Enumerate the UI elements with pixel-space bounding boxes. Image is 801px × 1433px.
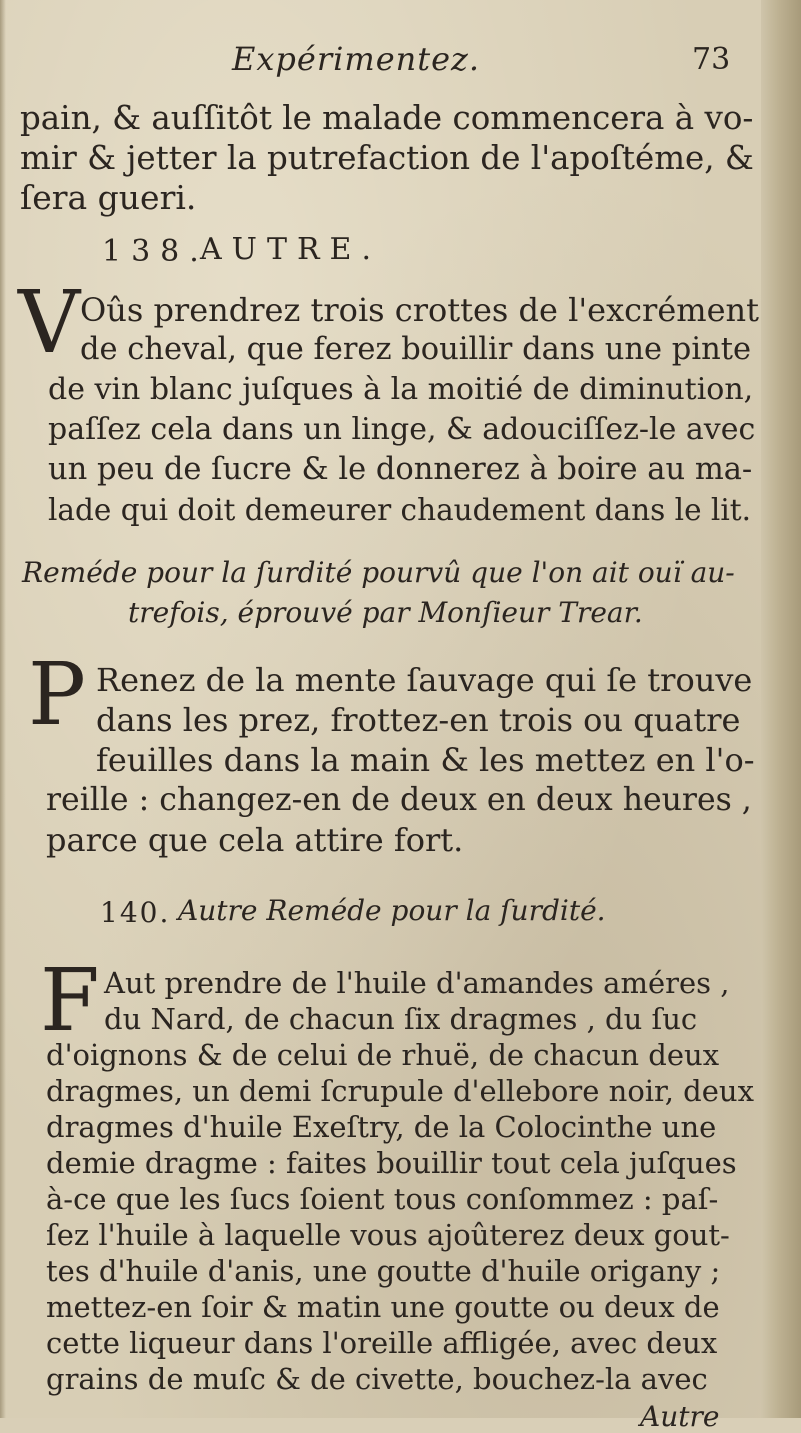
- text-line: un peu de ſucre & le donnerez à boire au ma-: [48, 452, 753, 487]
- text-line: feuilles dans la main & les mettez en l'o-: [96, 741, 755, 779]
- text-line: dans les prez, frottez-en trois ou quatre: [96, 701, 741, 739]
- text-line: dragmes d'huile Exeſtry, de la Colocinthe une: [46, 1110, 717, 1144]
- text-line: grains de muſc & de civette, bouchez-la avec: [46, 1362, 708, 1396]
- section-number: 140.: [100, 896, 171, 929]
- text-line: du Nard, de chacun ſix dragmes , du ſuc: [104, 1002, 698, 1036]
- text-line: de vin blanc juſques à la moitié de diminution,: [48, 372, 754, 407]
- text-line: ſera gueri.: [20, 178, 197, 217]
- text-line: ſez l'huile à laquelle vous ajoûterez deux gout-: [46, 1218, 730, 1252]
- section-heading: Autre Reméde pour la ſurdité.: [178, 894, 606, 927]
- drop-cap: V: [18, 273, 81, 373]
- text-line: mettez-en ſoir & matin une goutte ou deux de: [46, 1290, 720, 1324]
- running-title: Expérimentez.: [232, 40, 481, 78]
- text-line: mir & jetter la putrefaction de l'apoſtéme, &: [20, 139, 754, 177]
- text-line: d'oignons & de celui de rhuë, de chacun deux: [46, 1038, 720, 1072]
- text-line: Oûs prendrez trois crottes de l'excrément: [80, 291, 760, 329]
- drop-cap: F: [40, 951, 100, 1051]
- page-left-edge: [0, 0, 6, 1418]
- section-heading: AUTRE.: [200, 232, 381, 267]
- text-line: reille : changez-en de deux en deux heures ,: [46, 782, 752, 818]
- page-number: 73: [692, 42, 731, 77]
- text-line: Renez de la mente ſauvage qui ſe trouve: [96, 661, 753, 699]
- text-line: parce que cela attire fort.: [46, 821, 464, 859]
- text-line: dragmes, un demi ſcrupule d'ellebore noir, deux: [46, 1074, 754, 1108]
- text-line: Aut prendre de l'huile d'amandes améres ,: [104, 966, 730, 1000]
- section-heading: Reméde pour la ſurdité pourvû que l'on ait ouï au-: [22, 556, 735, 589]
- text-line: à-ce que les ſucs ſoient tous conſommez : paſ-: [46, 1182, 719, 1216]
- text-line: demie dragme : faites bouillir tout cela juſques: [46, 1146, 737, 1180]
- page-gutter-shadow: [761, 0, 801, 1418]
- text-line: cette liqueur dans l'oreille affligée, avec deux: [46, 1326, 718, 1360]
- text-line: pain, & auſſitôt le malade commencera à vo-: [20, 99, 754, 137]
- catchword: Autre: [640, 1400, 720, 1433]
- section-heading: trefois, éprouvé par Monſieur Trear.: [128, 596, 643, 629]
- text-line: lade qui doit demeurer chaudement dans le lit.: [48, 493, 752, 527]
- drop-cap: P: [28, 645, 86, 745]
- text-line: de cheval, que ferez bouillir dans une pinte: [80, 332, 752, 367]
- text-line: paſſez cela dans un linge, & adouciſſez-le avec: [48, 412, 756, 447]
- section-number: 138.: [102, 234, 209, 269]
- text-line: tes d'huile d'anis, une goutte d'huile origany ;: [46, 1254, 721, 1288]
